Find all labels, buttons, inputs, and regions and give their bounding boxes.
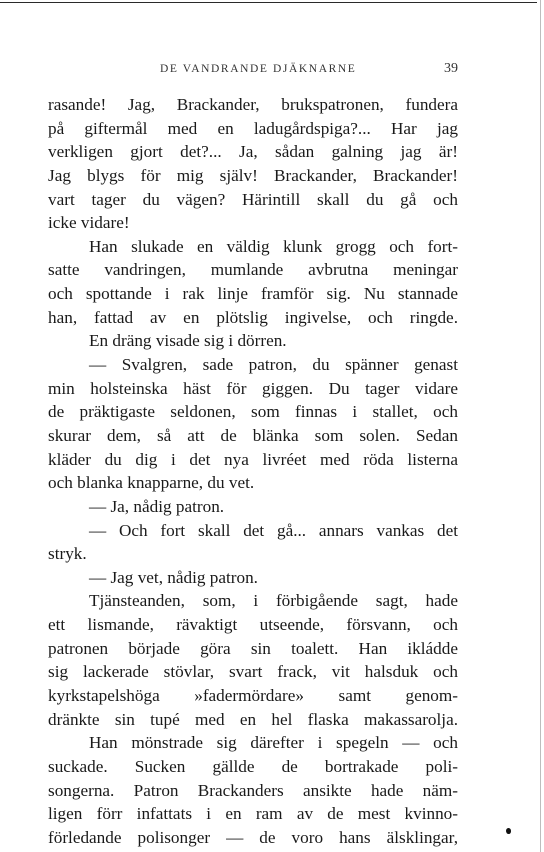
text-line: på giftermål med en ladugårdspiga?... Har jag	[48, 118, 458, 138]
text-line: dränkte sin tupé med en hel flaska makassarolja.	[48, 709, 458, 729]
text-line: de präktigaste seldonen, som finnas i stallet, och	[48, 402, 458, 422]
text-line: och blanka knapparne, du vet.	[48, 473, 255, 493]
text-line: Tjänsteanden, som, i förbigående sagt, hade	[89, 591, 458, 611]
text-line: — Svalgren, sade patron, du spänner genast	[89, 355, 458, 375]
text-line: rasande! Jag, Brackander, brukspatronen, fundera	[48, 95, 458, 114]
text-line: patronen började göra sin toalett. Han ikládde	[48, 638, 458, 658]
text-line: satte vandringen, mumlande avbrutna meningar	[48, 260, 458, 280]
text-line: icke vidare!	[48, 213, 130, 233]
text-line: En dräng visade sig i dörren.	[89, 331, 287, 351]
text-line: Han mönstrade sig därefter i spegeln — och	[89, 733, 458, 753]
text-line: suckade. Sucken gällde de bortrakade poli-	[48, 756, 458, 776]
text-line: och spottande i rak linje framför sig. Nu stannade	[48, 284, 458, 304]
text-line: — Jag vet, nådig patron.	[89, 567, 258, 587]
body-text	[48, 93, 458, 850]
page-right-edge	[540, 0, 541, 852]
text-line: Han slukade en väldig klunk grogg och fort-	[89, 236, 458, 256]
page-number: 39	[444, 61, 458, 76]
text-line: ligen förr infattats i en ram av de mest kvinno-	[48, 804, 458, 824]
text-line: kyrkstapelshöga »fadermördare» samt genom-	[48, 686, 458, 706]
ink-speck	[506, 828, 511, 834]
page-top-edge	[0, 2, 537, 3]
running-head	[48, 61, 458, 81]
text-line: — Och fort skall det gå... annars vankas det	[89, 520, 458, 540]
text-line: ett lismande, rävaktigt utseende, försvann, och	[48, 615, 458, 635]
running-head-title: DE VANDRANDE DJÄKNARNE	[160, 63, 357, 75]
text-line: songerna. Patron Brackanders ansikte hade näm-	[48, 780, 458, 800]
text-line: min holsteinska häst för giggen. Du tager vidare	[48, 378, 458, 398]
text-line: förledande polisonger — de voro hans älsklingar,	[48, 827, 458, 847]
text-line: verkligen gjort det?... Ja, sådan galning jag är!	[48, 142, 458, 162]
text-line: sig lackerade stövlar, svart frack, vit halsduk och	[48, 662, 458, 682]
text-line: vart tager du vägen? Härintill skall du gå och	[48, 189, 458, 209]
text-line: skurar dem, så att de blänka som solen. Sedan	[48, 425, 458, 445]
text-line: han, fattad av en plötslig ingivelse, och ringde.	[48, 307, 458, 327]
text-line: Jag blygs för mig själv! Brackander, Brackander!	[48, 165, 458, 185]
text-line: — Ja, nådig patron.	[89, 496, 225, 516]
text-line: kläder du dig i det nya livréet med röda listerna	[48, 449, 458, 469]
text-line: stryk.	[48, 544, 87, 564]
